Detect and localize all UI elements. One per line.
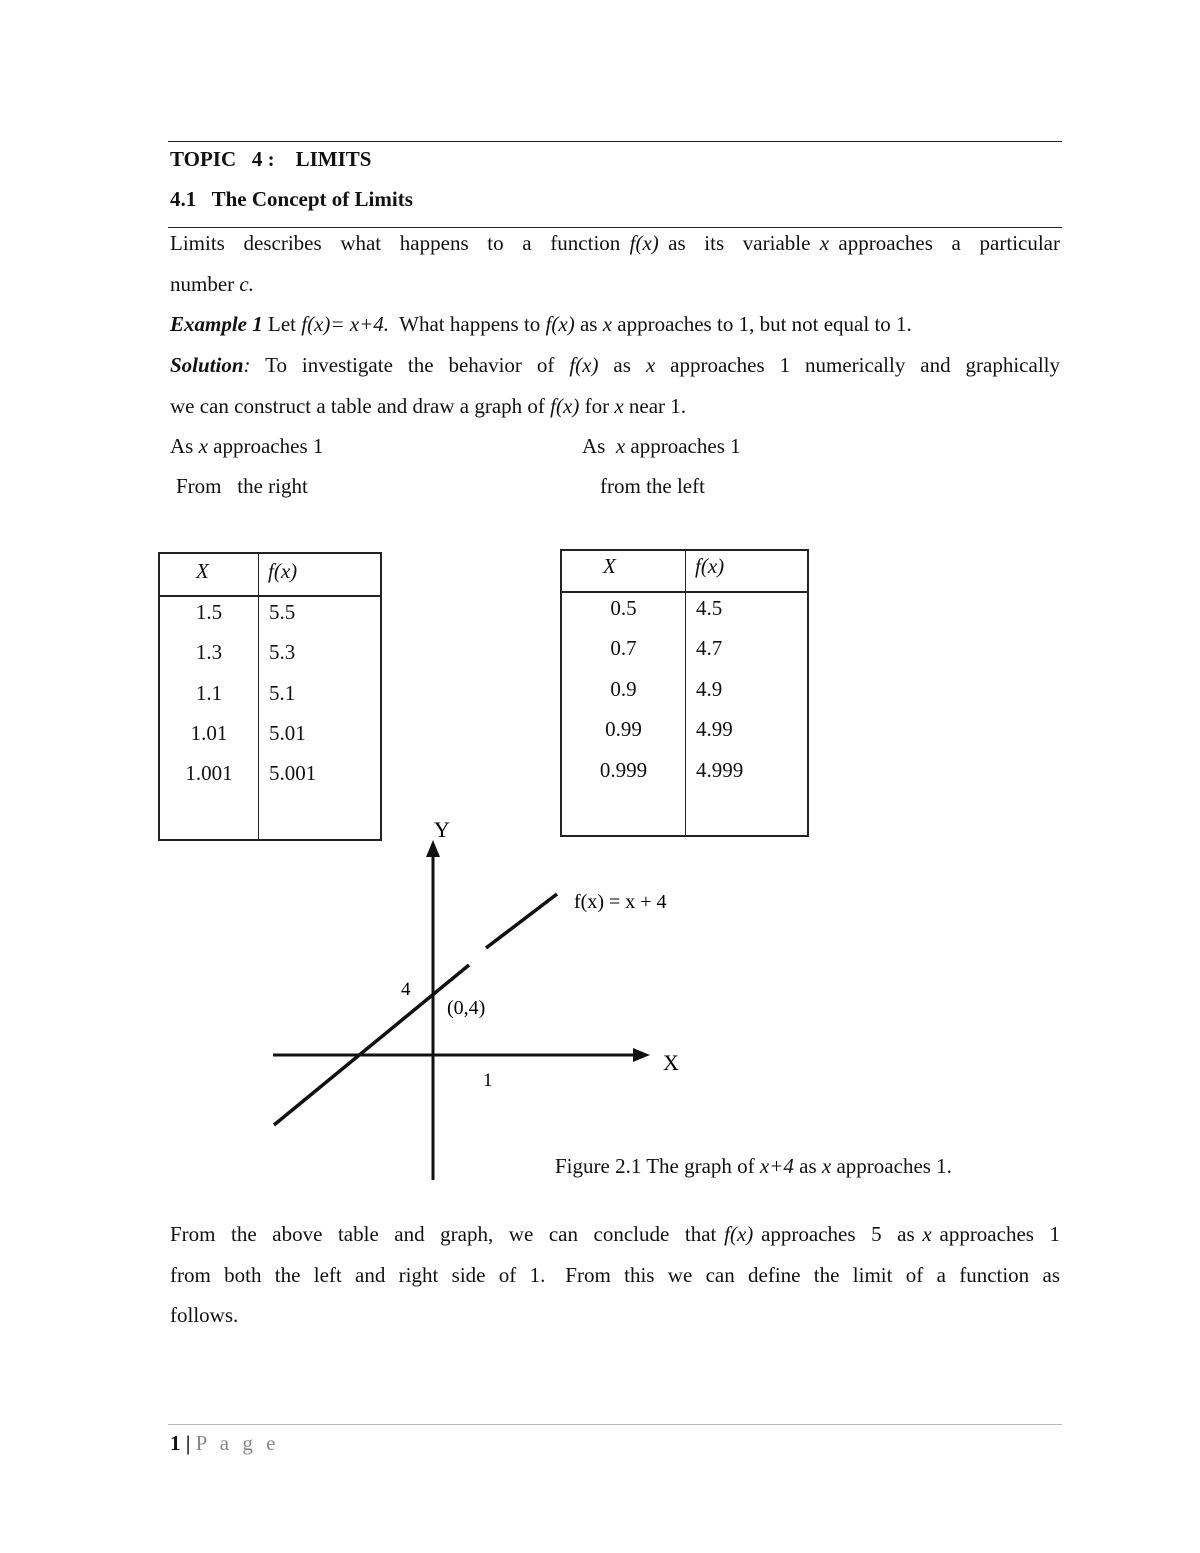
- x-tick-label: 1: [483, 1070, 493, 1091]
- page-word: P a g e: [195, 1431, 280, 1455]
- table-header-x: X: [603, 554, 616, 578]
- solution-line-1: Solution: To investigate the behavior of f(x) as x approaches 1 numerically and graphically: [170, 353, 1060, 377]
- caption-left-2: from the left: [600, 474, 705, 498]
- table-cell: 5.5: [269, 600, 296, 624]
- table-header-fx: f(x): [268, 559, 298, 583]
- function-line-right: [486, 894, 557, 948]
- table-cell: 0.7: [610, 636, 637, 660]
- table-cell: 4.7: [696, 636, 723, 660]
- function-label: f(x) = x + 4: [574, 891, 667, 913]
- example-line: Example 1 Let f(x)= x+4. What happens to f(x) as x approaches to 1, but not equal to 1.: [170, 312, 912, 336]
- table-header-fx: f(x): [695, 554, 725, 578]
- table-cell: 0.9: [610, 677, 637, 701]
- conclusion-line-3: follows.: [170, 1303, 239, 1327]
- conclusion-line-1: From the above table and graph, we can conclude that f(x) approaches 5 as x approaches 1: [170, 1222, 1060, 1246]
- point-label: (0,4): [447, 997, 486, 1019]
- conclusion-line-2: from both the left and right side of 1. From this we can define the limit of a function as: [170, 1263, 1060, 1287]
- x-axis-arrow: [633, 1048, 650, 1062]
- topic-heading: TOPIC 4 : LIMITS: [170, 147, 372, 171]
- table-cell: 0.99: [605, 717, 642, 741]
- footer-rule: [168, 1424, 1062, 1425]
- table-cell: 1.01: [190, 721, 228, 745]
- page-number: 1: [170, 1431, 181, 1455]
- table-cell: 4.9: [696, 677, 723, 701]
- table-cell: 1.5: [195, 600, 223, 624]
- y-axis-label: Y: [434, 817, 450, 842]
- x-axis-label: X: [663, 1050, 679, 1075]
- intro-line-2: number c.: [170, 272, 254, 296]
- solution-label: Solution: [170, 353, 244, 377]
- page-footer: 1 | P a g e: [170, 1431, 280, 1455]
- intro-line-1: Limits describes what happens to a function f(x) as its variable x approaches a particular: [170, 231, 1060, 255]
- section-heading: 4.1 The Concept of Limits: [170, 187, 413, 211]
- table-cell: 0.999: [599, 758, 648, 782]
- y-axis-arrow: [426, 840, 440, 857]
- table-cell: 5.01: [269, 721, 306, 745]
- table-cell: 0.5: [610, 596, 637, 620]
- table-cell: 5.001: [269, 761, 317, 785]
- table-cell: 4.99: [696, 717, 733, 741]
- table-cell: 4.999: [696, 758, 744, 782]
- caption-left-1: As x approaches 1: [582, 434, 741, 458]
- y-tick-label: 4: [401, 979, 411, 1000]
- table-cell: 1.001: [185, 761, 233, 785]
- table-cell: 1.3: [195, 640, 223, 664]
- table-cell: 5.1: [269, 681, 296, 705]
- figure-caption: Figure 2.1 The graph of x+4 as x approaches 1.: [555, 1154, 952, 1178]
- table-cell: 5.3: [269, 640, 296, 664]
- caption-right-1: As x approaches 1: [170, 434, 324, 458]
- table-cell: 4.5: [696, 596, 723, 620]
- caption-right-2: From the right: [176, 474, 308, 498]
- function-line-left: [274, 965, 469, 1125]
- table-cell: 1.1: [195, 681, 223, 705]
- solution-line-2: we can construct a table and draw a graph of f(x) for x near 1.: [170, 394, 687, 418]
- example-label: Example 1: [170, 312, 263, 336]
- table-header-x: X: [196, 559, 209, 583]
